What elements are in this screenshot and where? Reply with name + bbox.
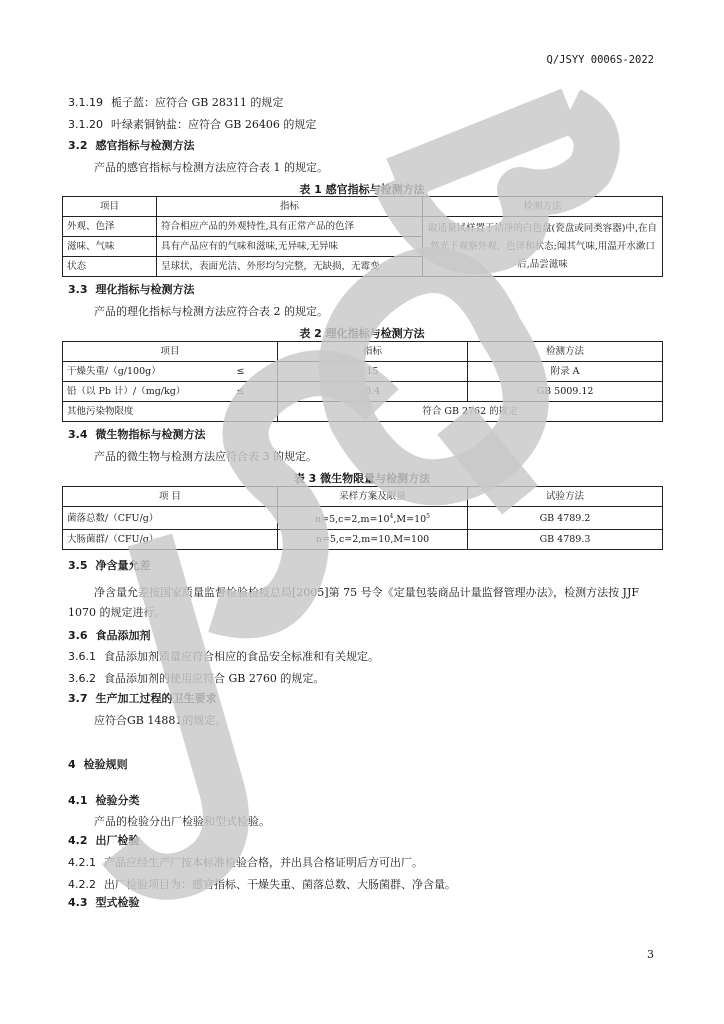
table-cell: 呈球状，表面光洁、外形均匀完整，无缺损，无霉变 (157, 257, 423, 277)
paragraph-3-5: 净含量允差按国家质量监督检验检疫总局[2005]第 75 号令《定量包装商品计量监督管理办法》，检测方法按 JJF 1070 的规定进行。 (68, 586, 640, 619)
table-cell: 15 (278, 362, 468, 382)
page-number: 3 (647, 948, 654, 961)
table-cell: $n=5,c=2,m=10^4,M=10^5$ (278, 507, 468, 530)
table-header: 检测方法 (468, 342, 663, 362)
table3-microbial (62, 486, 663, 550)
table-header: 项 目 (63, 487, 278, 507)
table-cell: GB 4789.3 (468, 530, 663, 550)
table-cell: ≤ (233, 382, 278, 402)
clause-3-6-1: 3.6.1 食品添加剂质量应符合相应的食品安全标准和有关规定。 (68, 650, 379, 663)
heading-3-2: 3.2 感官指标与检测方法 (68, 139, 195, 152)
table-cell: 状态 (63, 257, 157, 277)
table-cell: 符合相应产品的外观特性,具有正常产品的色泽 (157, 217, 423, 237)
paragraph-3-7: 应符合GB 14881的规定。 (94, 714, 227, 727)
table-header-row (63, 487, 663, 507)
table-row (63, 362, 663, 382)
table-cell: 具有产品应有的气味和滋味,无异味,无异味 (157, 237, 423, 257)
table-header: 指标 (278, 342, 468, 362)
table-header-row (63, 342, 663, 362)
paragraph-4-1: 产品的检验分出厂检验和型式检验。 (94, 815, 270, 828)
table-cell: 大肠菌群/（CFU/g） (63, 530, 278, 550)
table-row (63, 217, 663, 237)
table3-caption: 表 3 微生物限量与检测方法 (293, 472, 431, 485)
table-cell: 铅（以 Pb 计）/（mg/kg） (63, 382, 233, 402)
table-row (63, 382, 663, 402)
table-cell: 0.4 (278, 382, 468, 402)
table-cell: 其他污染物限度 (63, 402, 278, 422)
table-row (63, 507, 663, 530)
clause-3-6-2: 3.6.2 食品添加剂的使用应符合 GB 2760 的规定。 (68, 672, 325, 685)
table-header: 项目 (63, 342, 278, 362)
table-row (63, 530, 663, 550)
heading-4: 4 检验规则 (68, 758, 128, 771)
table-row (63, 402, 663, 422)
heading-3-5: 3.5 净含量允差 (68, 559, 151, 572)
heading-3-3: 3.3 理化指标与检测方法 (68, 283, 195, 296)
paragraph-3-4: 产品的微生物与检测方法应符合表 3 的规定。 (94, 450, 317, 463)
table-cell: n=5,c=2,m=10,M=100 (278, 530, 468, 550)
standard-code: Q/JSYY 0006S-2022 (546, 54, 654, 66)
heading-4-2: 4.2 出厂检验 (68, 834, 140, 847)
heading-3-4: 3.4 微生物指标与检测方法 (68, 428, 206, 441)
table-cell: 附录 A (468, 362, 663, 382)
clause-4-2-1: 4.2.1 产品应经生产厂按本标准检验合格，并出具合格证明后方可出厂。 (68, 856, 423, 869)
table-header: 项目 (63, 197, 157, 217)
clause-4-2-2: 4.2.2 出厂检验项目为：感官指标、干燥失重、菌落总数、大肠菌群、净含量。 (68, 878, 456, 891)
table-cell: ≤ (233, 362, 278, 382)
table-cell: 干燥失重/（g/100g） (63, 362, 233, 382)
table-header: 采样方案及限量 (278, 487, 468, 507)
table-cell: 滋味、气味 (63, 237, 157, 257)
heading-4-3: 4.3 型式检验 (68, 896, 140, 909)
paragraph-3-2: 产品的感官指标与检测方法应符合表 1 的规定。 (94, 161, 328, 174)
clause-3-1-20: 3.1.20 叶绿素铜钠盐：应符合 GB 26406 的规定 (68, 118, 317, 131)
table-header: 检测方法 (423, 197, 663, 217)
table-cell: 符合 GB 2762 的规定 (278, 402, 663, 422)
heading-3-6: 3.6 食品添加剂 (68, 629, 151, 642)
table2-physicochemical (62, 341, 663, 422)
table-cell: 菌落总数/（CFU/g） (63, 507, 278, 530)
paragraph-3-3: 产品的理化指标与检测方法应符合表 2 的规定。 (94, 305, 328, 318)
table-cell: GB 4789.2 (468, 507, 663, 530)
table1-method-cell: 取适量试样置于洁净的白色盘(瓷盘或同类容器)中,在自然光下观察外观、色泽和状态;闻其气味,用温开水漱口后,品尝滋味 (423, 217, 663, 277)
table-header: 指标 (157, 197, 423, 217)
table-header: 试验方法 (468, 487, 663, 507)
table1-sensory (62, 196, 663, 277)
table1-caption: 表 1 感官指标与检测方法 (299, 183, 425, 196)
table-cell: 外观、色泽 (63, 217, 157, 237)
table2-caption: 表 2 理化指标与检测方法 (299, 327, 425, 340)
heading-3-7: 3.7 生产加工过程的卫生要求 (68, 692, 217, 705)
table-header-row (63, 197, 663, 217)
heading-4-1: 4.1 检验分类 (68, 794, 140, 807)
clause-3-1-19: 3.1.19 栀子蓝：应符合 GB 28311 的规定 (68, 96, 284, 109)
table-cell: GB 5009.12 (468, 382, 663, 402)
